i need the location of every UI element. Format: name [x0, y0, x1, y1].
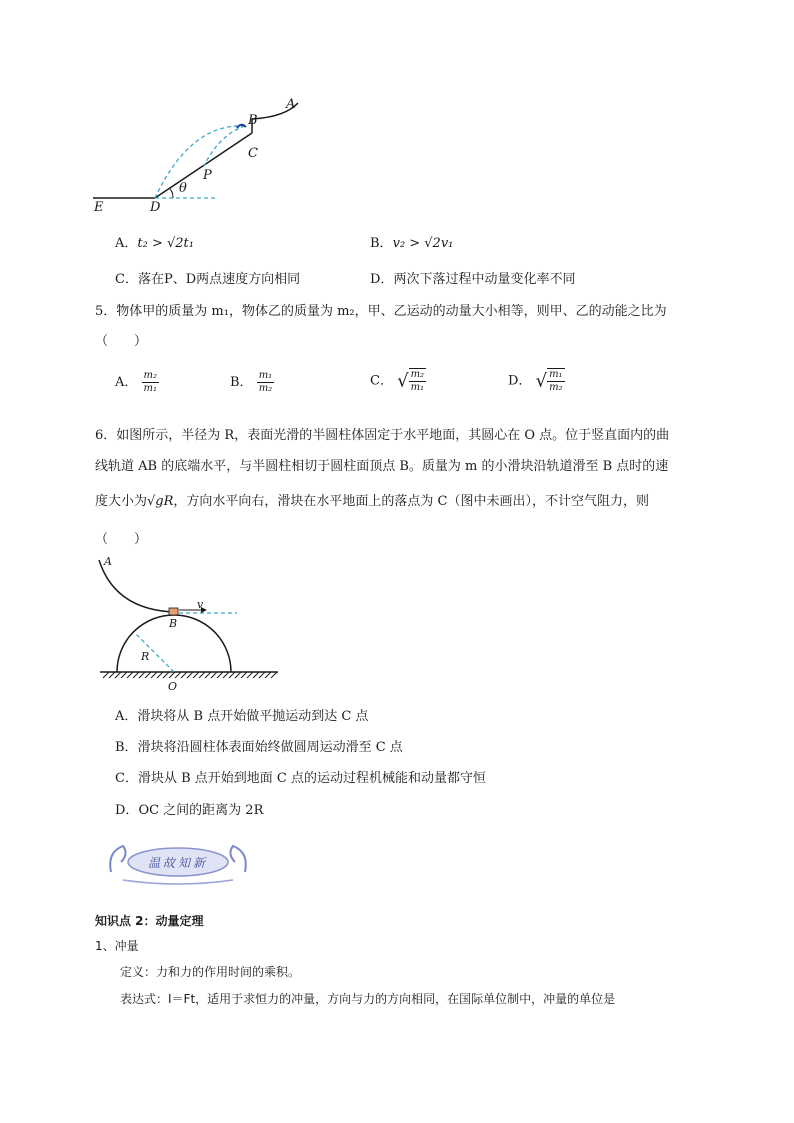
denominator: m₁ — [410, 382, 425, 393]
label-R: R — [141, 650, 150, 663]
sqrt-expression: √ $\frac{\text{m₁}}{\text{m₂}}$ — [535, 369, 563, 393]
text: 度大小为 — [95, 494, 148, 509]
label-B-fig2: B — [169, 617, 178, 630]
label-theta: θ — [179, 181, 187, 196]
math-sqrt-gR: √gR — [147, 494, 174, 509]
sqrt-expression: √ $\frac{\text{m₂}}{\text{m₁}}$ — [397, 369, 425, 393]
label-C: C — [248, 146, 258, 161]
q6-option-c[interactable] — [115, 767, 486, 786]
label-A: A — [286, 97, 296, 112]
q6-bracket: （ ） — [95, 532, 148, 547]
expression-text: 表达式：I＝Ft，适用于求恒力的冲量，方向与力的方向相同，在国际单位制中，冲量的单位是 — [120, 992, 616, 1006]
label-E: E — [94, 200, 104, 215]
option-text: t₂ > √2t₁ — [137, 236, 194, 251]
definition-text: 定义：力和力的作用时间的乘积。 — [120, 965, 301, 979]
q4-option-c[interactable] — [115, 268, 300, 287]
slope-diagram — [85, 95, 315, 220]
option-letter: C． — [370, 373, 393, 389]
q5-option-d[interactable] — [508, 368, 565, 394]
subsection-title: 1、冲量 — [95, 939, 139, 953]
numerator: m₂ — [410, 369, 425, 380]
banner-text: 温故知新 — [148, 856, 209, 870]
option-text: 落在P、D两点速度方向相同 — [137, 272, 301, 287]
q5-option-a[interactable] — [115, 370, 159, 395]
q6-line2: 线轨道 AB 的底端水平，与半圆柱相切于圆柱面顶点 B。质量为 m 的小滑块沿轨道滑至 B 点时的速 — [95, 459, 669, 474]
q4-option-b[interactable] — [370, 232, 453, 251]
text: ，方向水平向右，滑块在水平地面上的落点为 C（图中未画出），不计空气阻力，则 — [173, 494, 650, 509]
option-letter: A． — [115, 375, 138, 390]
denominator: m₂ — [549, 382, 563, 393]
q5-option-b[interactable] — [230, 370, 274, 395]
option-letter: B． — [370, 236, 393, 251]
section-title: 知识点 2：动量定理 — [95, 914, 204, 928]
denominator: m₁ — [143, 383, 158, 394]
option-letter: D． — [508, 373, 532, 389]
option-letter: A． — [115, 709, 138, 724]
option-letter: A． — [115, 236, 138, 251]
q4-option-d[interactable] — [370, 268, 575, 287]
q6-line1: 6．如图所示，半径为 R，表面光滑的半圆柱体固定于水平地面，其圆心在 O 点。位于竖直面内的曲 — [95, 428, 670, 443]
denominator: m₂ — [258, 383, 273, 394]
label-D: D — [150, 200, 161, 215]
q6-line3 — [95, 490, 649, 509]
q4-option-a[interactable] — [115, 232, 194, 251]
numerator: m₂ — [143, 370, 158, 381]
fraction — [142, 370, 160, 395]
semicircle-diagram — [95, 555, 285, 690]
label-B: B — [248, 113, 258, 128]
option-letter: D． — [115, 803, 139, 818]
option-text: 滑块将从 B 点开始做平抛运动到达 C 点 — [137, 709, 369, 724]
q6-option-a[interactable] — [115, 705, 368, 724]
option-letter: B． — [230, 375, 253, 390]
label-P: P — [203, 168, 212, 183]
q6-option-b[interactable] — [115, 736, 403, 755]
label-A-fig2: A — [104, 555, 112, 568]
label-O: O — [168, 680, 178, 693]
option-text: OC 之间的距离为 2R — [138, 803, 264, 818]
option-text: 滑块将沿圆柱体表面始终做圆周运动滑至 C 点 — [137, 740, 403, 755]
option-letter: C． — [115, 272, 138, 287]
q5-bracket: （ ） — [95, 334, 148, 349]
option-text: v₂ > √2v₁ — [392, 236, 454, 251]
option-text: 滑块从 B 点开始到地面 C 点的运动过程机械能和动量都守恒 — [137, 771, 486, 786]
option-letter: B． — [115, 740, 138, 755]
label-v: v — [197, 598, 204, 611]
fraction — [257, 370, 275, 395]
q6-option-d[interactable] — [115, 799, 263, 818]
review-banner — [103, 832, 253, 887]
numerator: m₁ — [549, 369, 563, 380]
option-letter: D． — [370, 272, 394, 287]
q5-option-c[interactable] — [370, 368, 426, 394]
q5-stem: 5．物体甲的质量为 m₁，物体乙的质量为 m₂，甲、乙运动的动量大小相等，则甲、乙的动能之比为 — [95, 304, 667, 319]
option-letter: C． — [115, 771, 138, 786]
option-text: 两次下落过程中动量变化率不同 — [393, 272, 576, 287]
numerator: m₁ — [258, 370, 273, 381]
